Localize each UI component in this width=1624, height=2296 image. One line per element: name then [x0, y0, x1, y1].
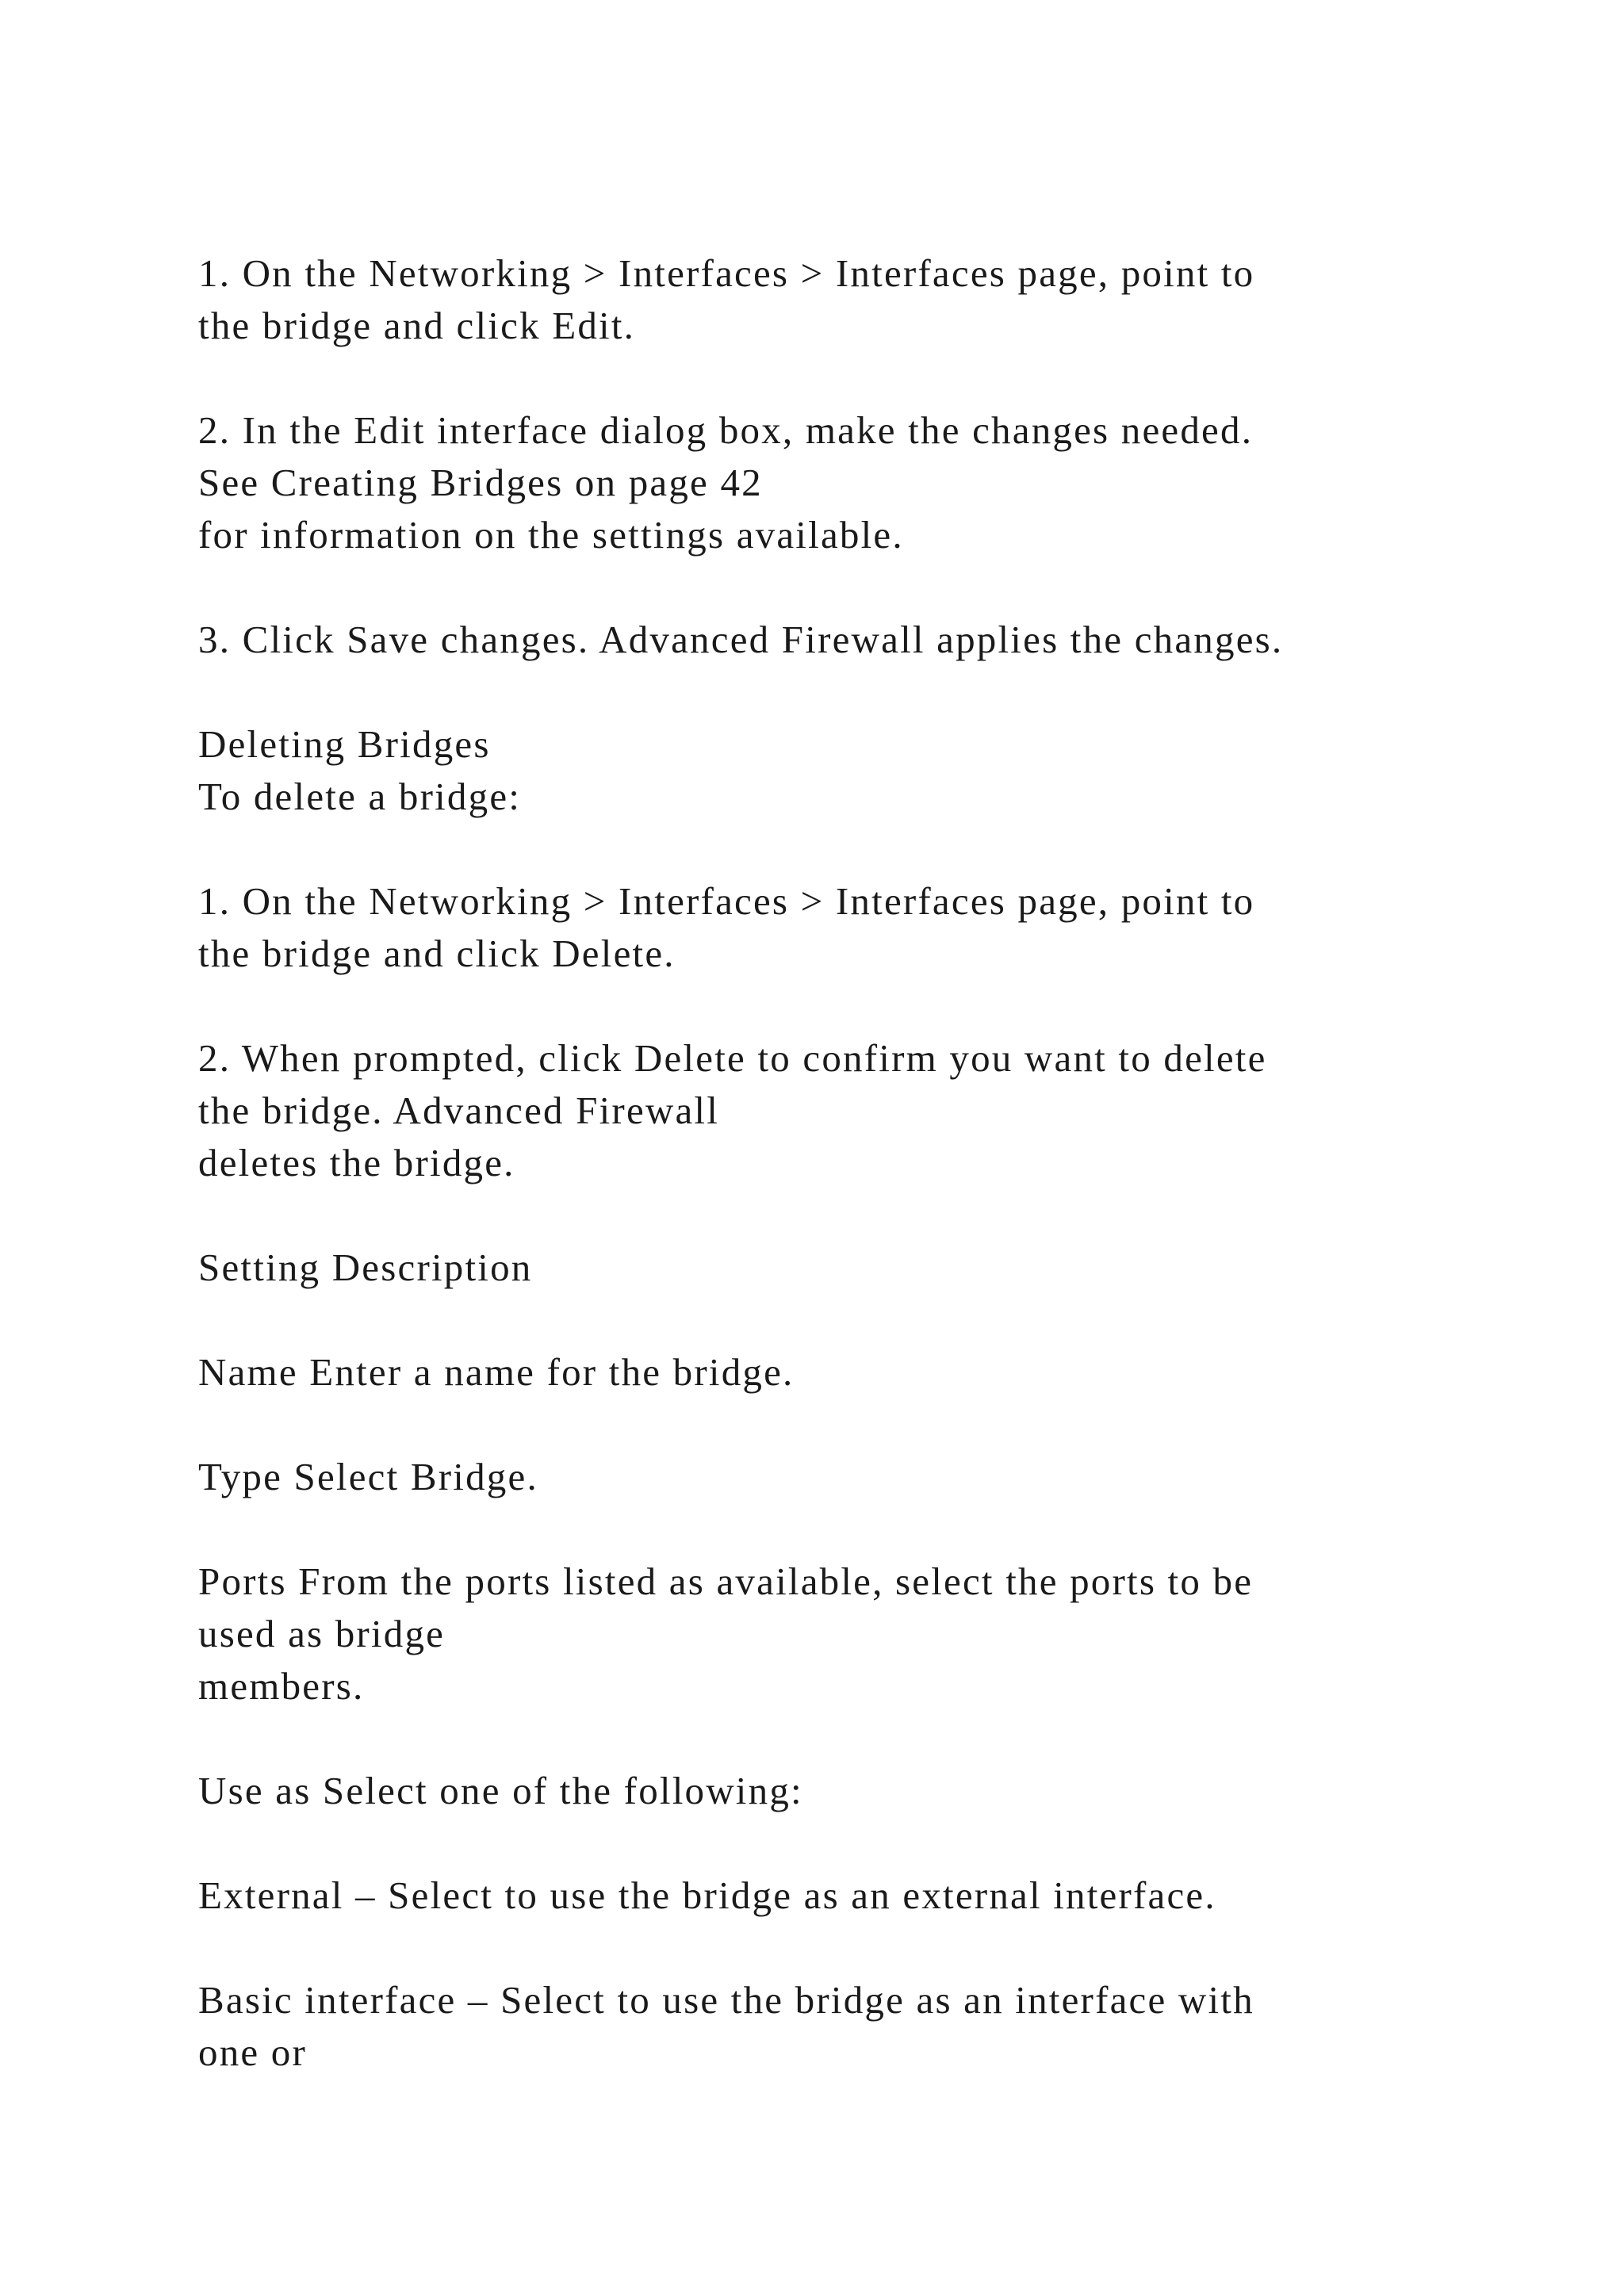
text-line: Use as Select one of the following:: [198, 1769, 803, 1812]
text-line: Ports From the ports listed as available, select the ports to be: [198, 1559, 1254, 1603]
text-line: 1. On the Networking > Interfaces > Interfaces page, point to: [198, 879, 1255, 923]
setting-use-as: [198, 1765, 1467, 1817]
option-external: [198, 1869, 1467, 1922]
document-body: [198, 247, 1467, 2131]
text-line: the bridge and click Edit.: [198, 304, 636, 347]
delete-step-1: [198, 875, 1467, 980]
text-line: one or: [198, 2030, 308, 2074]
text-line: Name Enter a name for the bridge.: [198, 1350, 795, 1394]
setting-ports: [198, 1556, 1467, 1712]
text-line: 3. Click Save changes. Advanced Firewall applies the changes.: [198, 618, 1284, 661]
setting-type: [198, 1451, 1467, 1503]
text-line: the bridge and click Delete.: [198, 932, 676, 975]
text-line: Basic interface – Select to use the bridge as an interface with: [198, 1978, 1254, 2022]
text-line: the bridge. Advanced Firewall: [198, 1089, 720, 1132]
text-line: Setting Description: [198, 1246, 533, 1289]
edit-step-2: [198, 404, 1467, 561]
text-line: External – Select to use the bridge as an external interface.: [198, 1873, 1216, 1917]
delete-step-2: [198, 1032, 1467, 1189]
text-line: To delete a bridge:: [198, 775, 522, 818]
text-line: 2. When prompted, click Delete to confirm you want to delete: [198, 1036, 1267, 1080]
settings-table-header: [198, 1242, 1467, 1294]
option-basic-interface: [198, 1974, 1467, 2079]
text-line: for information on the settings available.: [198, 513, 904, 557]
edit-step-3: [198, 614, 1467, 666]
setting-name: [198, 1346, 1467, 1399]
text-line: 2. In the Edit interface dialog box, make the changes needed.: [198, 408, 1254, 452]
text-line: See Creating Bridges on page 42: [198, 461, 763, 504]
text-line: deletes the bridge.: [198, 1141, 515, 1184]
text-line: used as bridge: [198, 1612, 446, 1655]
edit-step-1: [198, 247, 1467, 352]
section-heading: Deleting Bridges: [198, 722, 491, 766]
text-line: 1. On the Networking > Interfaces > Interfaces page, point to: [198, 251, 1255, 295]
text-line: Type Select Bridge.: [198, 1455, 538, 1498]
deleting-bridges-heading: [198, 718, 1467, 823]
text-line: members.: [198, 1664, 365, 1708]
